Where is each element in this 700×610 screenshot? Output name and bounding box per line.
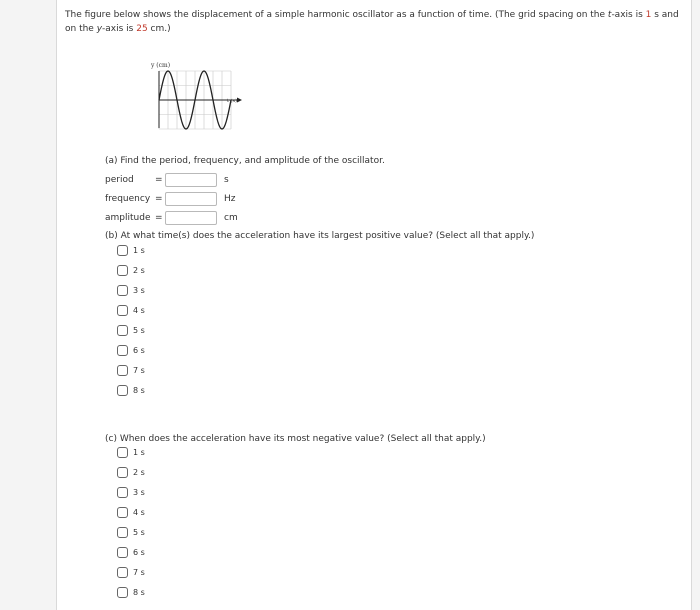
option-label: 8 s bbox=[133, 386, 145, 395]
option-label: 8 s bbox=[133, 588, 145, 597]
period-equals: = bbox=[155, 175, 163, 185]
option-label: 2 s bbox=[133, 266, 145, 275]
option-label: 1 s bbox=[133, 246, 145, 255]
option-label: 6 s bbox=[133, 346, 145, 355]
checkbox[interactable] bbox=[117, 305, 128, 316]
option-label: 4 s bbox=[133, 508, 145, 517]
frequency-equals: = bbox=[155, 194, 163, 204]
option-label: 4 s bbox=[133, 306, 145, 315]
period-unit: s bbox=[224, 175, 229, 185]
frequency-label: frequency bbox=[105, 194, 151, 204]
checkbox[interactable] bbox=[117, 385, 128, 396]
option-label: 5 s bbox=[133, 326, 145, 335]
amplitude-input[interactable] bbox=[165, 211, 217, 225]
frequency-unit: Hz bbox=[224, 194, 236, 204]
checkbox[interactable] bbox=[117, 587, 128, 598]
amplitude-unit: cm bbox=[224, 213, 238, 223]
checkbox[interactable] bbox=[117, 265, 128, 276]
t-variable: t bbox=[607, 10, 612, 20]
option-label: 6 s bbox=[133, 548, 145, 557]
checkbox[interactable] bbox=[117, 507, 128, 518]
intro-part: The figure below shows the displacement of a simple harmonic oscillator as a function of time. (The grid spacing on the bbox=[65, 10, 608, 20]
checkbox[interactable] bbox=[117, 345, 128, 356]
part-b-question: (b) At what time(s) does the acceleration have its largest positive value? (Select all that apply.) bbox=[105, 231, 535, 241]
checkbox[interactable] bbox=[117, 547, 128, 558]
period-input[interactable] bbox=[165, 173, 217, 187]
y-grid-spacing: 25 bbox=[136, 24, 148, 34]
option-label: 3 s bbox=[133, 286, 145, 295]
checkbox[interactable] bbox=[117, 467, 128, 478]
checkbox[interactable] bbox=[117, 325, 128, 336]
option-label: 7 s bbox=[133, 366, 145, 375]
option-label: 7 s bbox=[133, 568, 145, 577]
part-c-question: (c) When does the acceleration have its most negative value? (Select all that apply.) bbox=[105, 434, 486, 444]
checkbox[interactable] bbox=[117, 365, 128, 376]
y-axis-label: y (cm) bbox=[151, 62, 171, 69]
option-label: 5 s bbox=[133, 528, 145, 537]
checkbox[interactable] bbox=[117, 567, 128, 578]
intro-part: cm.) bbox=[147, 24, 171, 34]
intro-part: s and on the bbox=[65, 10, 679, 34]
question-card bbox=[56, 0, 692, 610]
intro-part: -axis is bbox=[102, 24, 137, 34]
checkbox[interactable] bbox=[117, 487, 128, 498]
checkbox[interactable] bbox=[117, 527, 128, 538]
amplitude-equals: = bbox=[155, 213, 163, 223]
frequency-input[interactable] bbox=[165, 192, 217, 206]
displacement-graph bbox=[143, 58, 253, 138]
option-label: 1 s bbox=[133, 448, 145, 457]
checkbox[interactable] bbox=[117, 245, 128, 256]
period-label: period bbox=[105, 175, 134, 185]
y-variable: y bbox=[96, 24, 103, 34]
t-axis-arrow bbox=[237, 98, 242, 103]
checkbox[interactable] bbox=[117, 447, 128, 458]
t-axis-label: t (s) bbox=[227, 98, 238, 104]
part-a-question: (a) Find the period, frequency, and amplitude of the oscillator. bbox=[105, 156, 385, 166]
option-label: 3 s bbox=[133, 488, 145, 497]
intro-text bbox=[65, 8, 683, 36]
amplitude-label: amplitude bbox=[105, 213, 151, 223]
intro-part: -axis is bbox=[611, 10, 646, 20]
checkbox[interactable] bbox=[117, 285, 128, 296]
t-grid-spacing: 1 bbox=[645, 10, 652, 20]
option-label: 2 s bbox=[133, 468, 145, 477]
